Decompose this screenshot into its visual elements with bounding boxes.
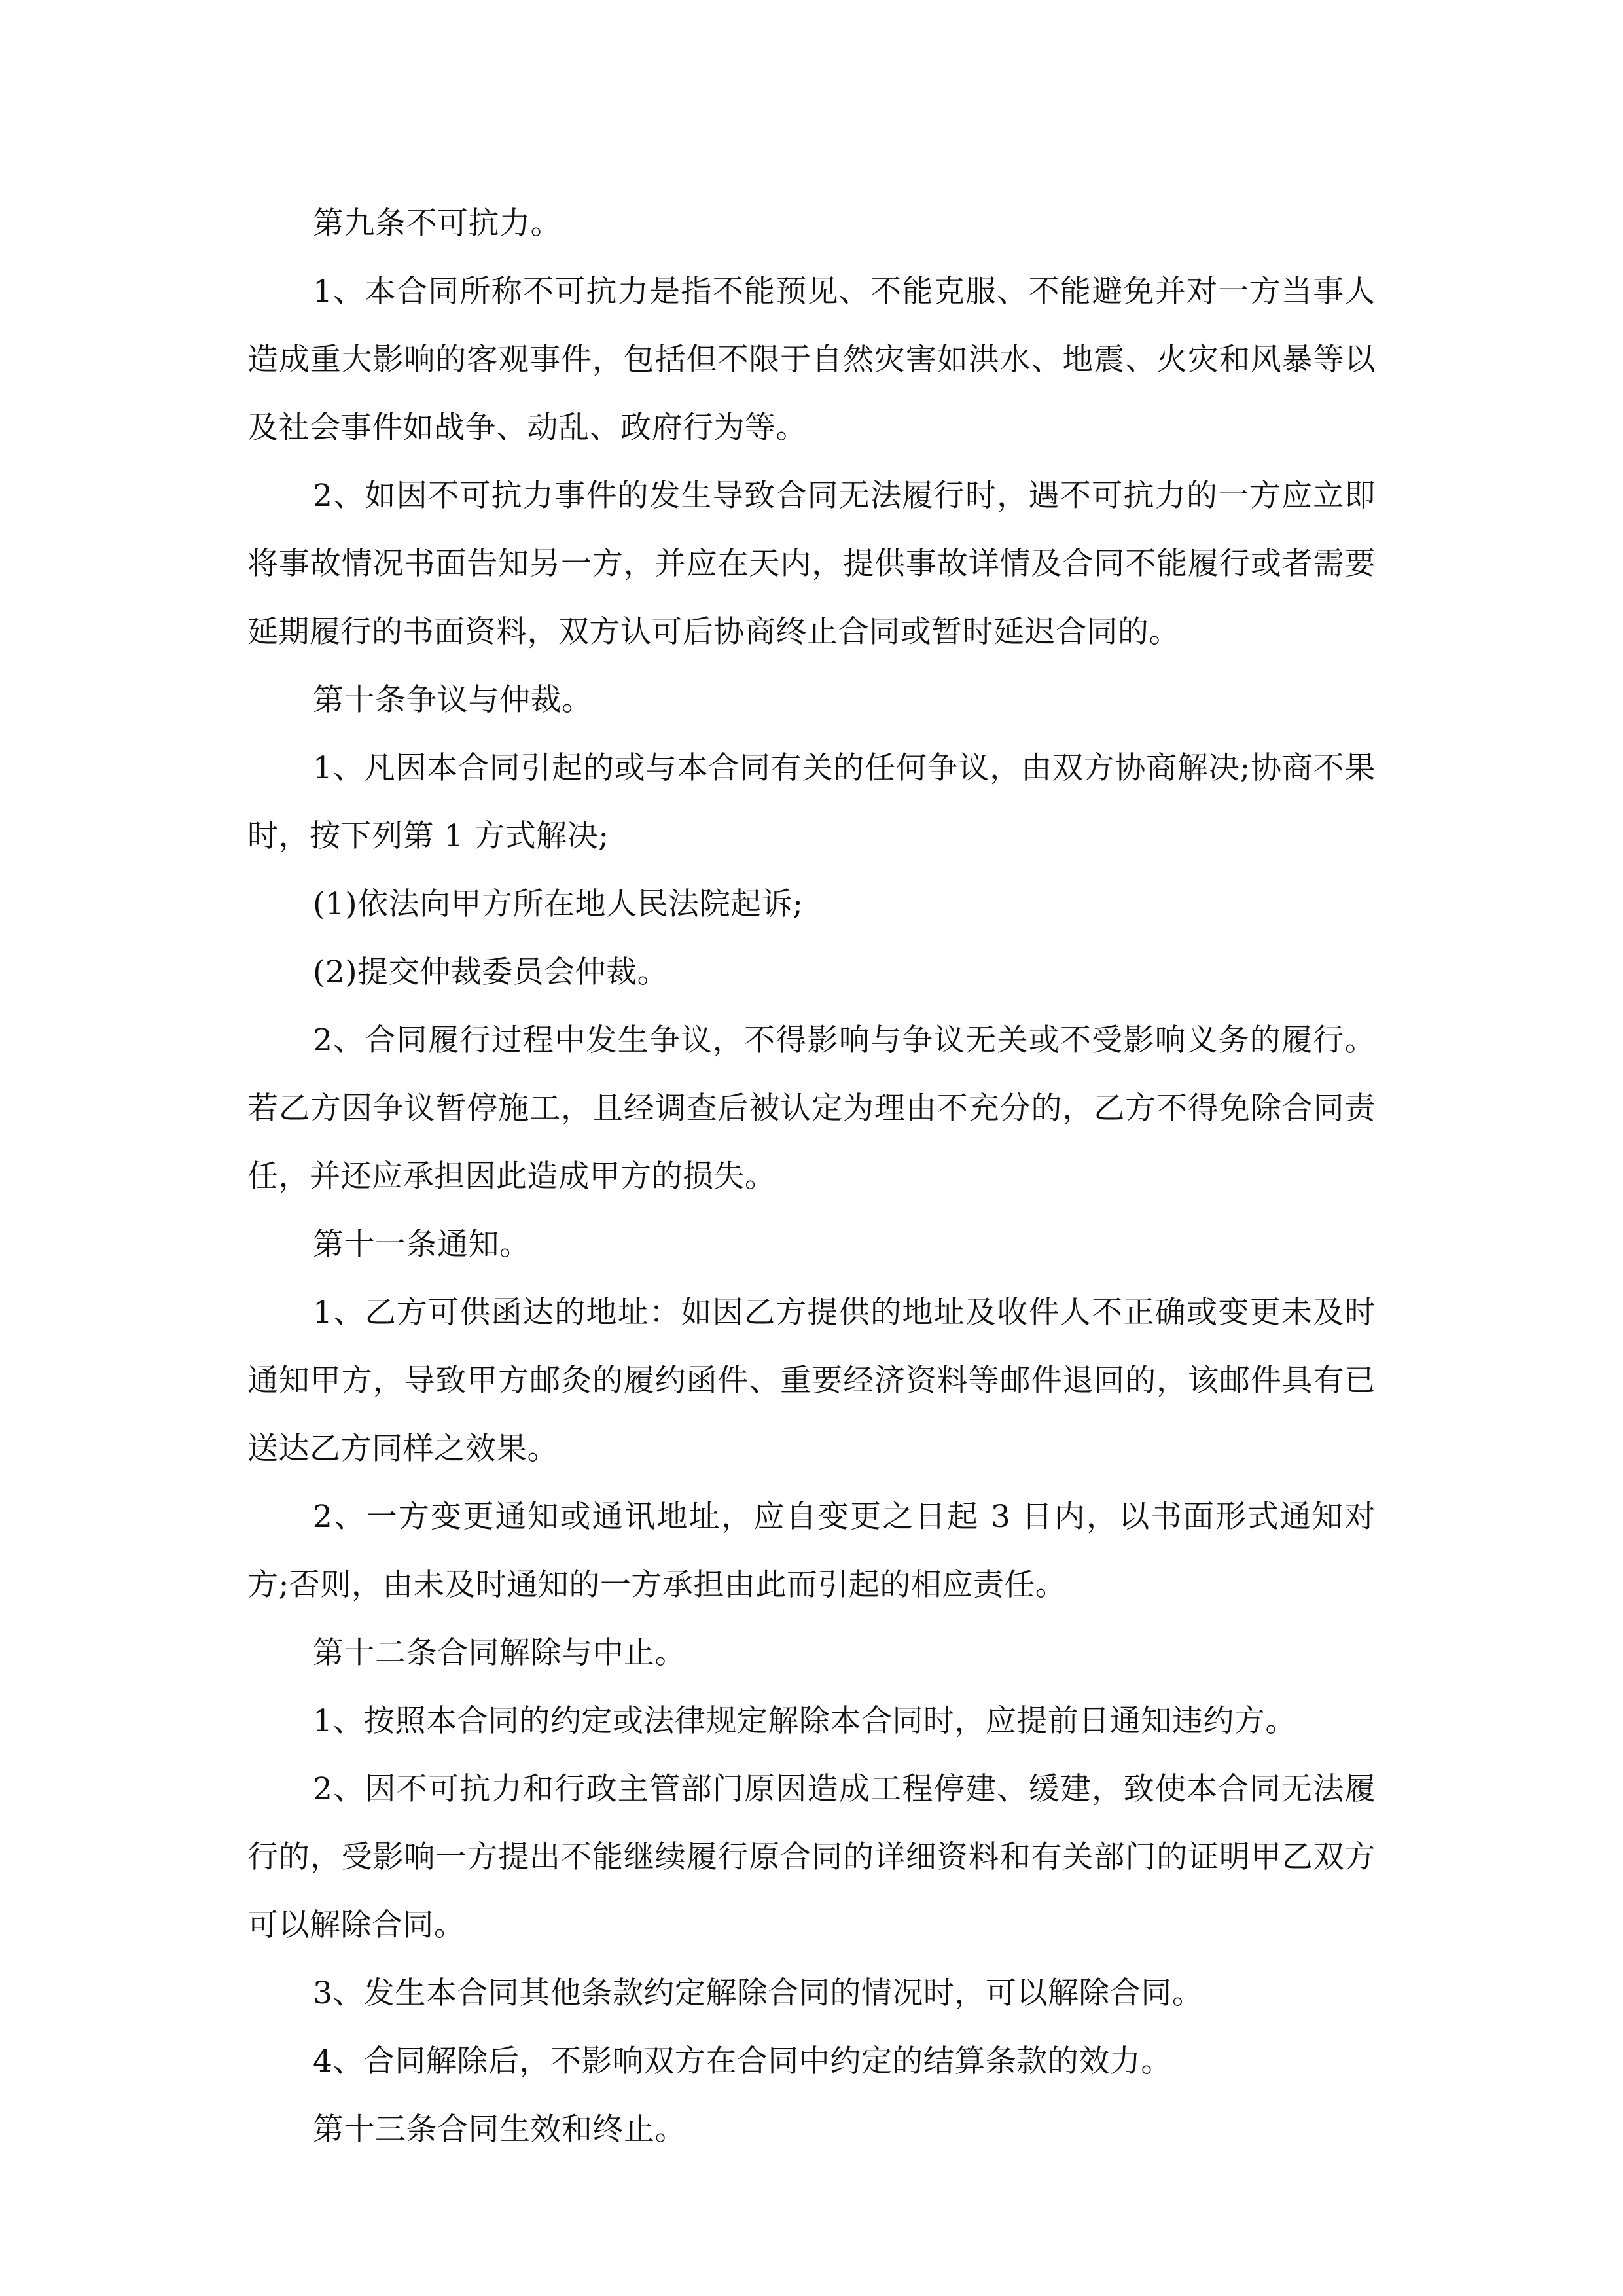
section-heading-12: 第十二条合同解除与中止。: [313, 1635, 686, 1671]
paragraph: 3、发生本合同其他条款约定解除合同的情况时，可以解除合同。: [313, 1975, 1204, 2011]
document-body: [247, 190, 1376, 2164]
section-heading-11: 第十一条通知。: [313, 1227, 531, 1263]
section-heading-10: 第十条争议与仲裁。: [313, 682, 593, 718]
paragraph: 1、凡因本合同引起的或与本合同有关的任何争议，由双方协商解决;协商不果时，按下列第 1 方式解决;: [247, 750, 1376, 854]
paragraph: 1、本合同所称不可抗力是指不能预见、不能克服、不能避免并对一方当事人造成重大影响的客观事件，包括但不限于自然灾害如洪水、地震、火灾和风暴等以及社会事件如战争、动乱、政府行为等。: [247, 274, 1376, 446]
paragraph: 2、一方变更通知或通讯地址，应自变更之日起 3 日内，以书面形式通知对方;否则，由未及时通知的一方承担由此而引起的相应责任。: [247, 1499, 1376, 1603]
paragraph: 1、按照本合同的约定或法律规定解除本合同时，应提前日通知违约方。: [313, 1703, 1296, 1739]
section-heading-9: 第九条不可抗力。: [313, 206, 562, 242]
section-heading-13: 第十三条合同生效和终止。: [313, 2111, 686, 2147]
paragraph: 1、乙方可供函达的地址：如因乙方提供的地址及收件人不正确或变更未及时通知甲方，导致甲方邮灸的履约函件、重要经济资料等邮件退回的，该邮件具有已送达乙方同样之效果。: [247, 1295, 1376, 1467]
paragraph: 4、合同解除后，不影响双方在合同中约定的结算条款的效力。: [313, 2043, 1172, 2079]
paragraph: (2)提交仲裁委员会仲裁。: [313, 954, 669, 990]
paragraph: 2、合同履行过程中发生争议，不得影响与争议无关或不受影响义务的履行。若乙方因争议暂停施工，且经调查后被认定为理由不充分的，乙方不得免除合同责任，并还应承担因此造成甲方的损失。: [247, 1022, 1376, 1194]
paragraph: (1)依法向甲方所在地人民法院起诉;: [313, 886, 804, 922]
paragraph: 2、如因不可抗力事件的发生导致合同无法履行时，遇不可抗力的一方应立即将事故情况书面告知另一方，并应在天内，提供事故详情及合同不能履行或者需要延期履行的书面资料，双方认可后协商终止合同或暂时延迟合同的。: [247, 478, 1376, 650]
paragraph: 2、因不可抗力和行政主管部门原因造成工程停建、缓建，致使本合同无法履行的，受影响一方提出不能继续履行原合同的详细资料和有关部门的证明甲乙双方可以解除合同。: [247, 1771, 1376, 1943]
